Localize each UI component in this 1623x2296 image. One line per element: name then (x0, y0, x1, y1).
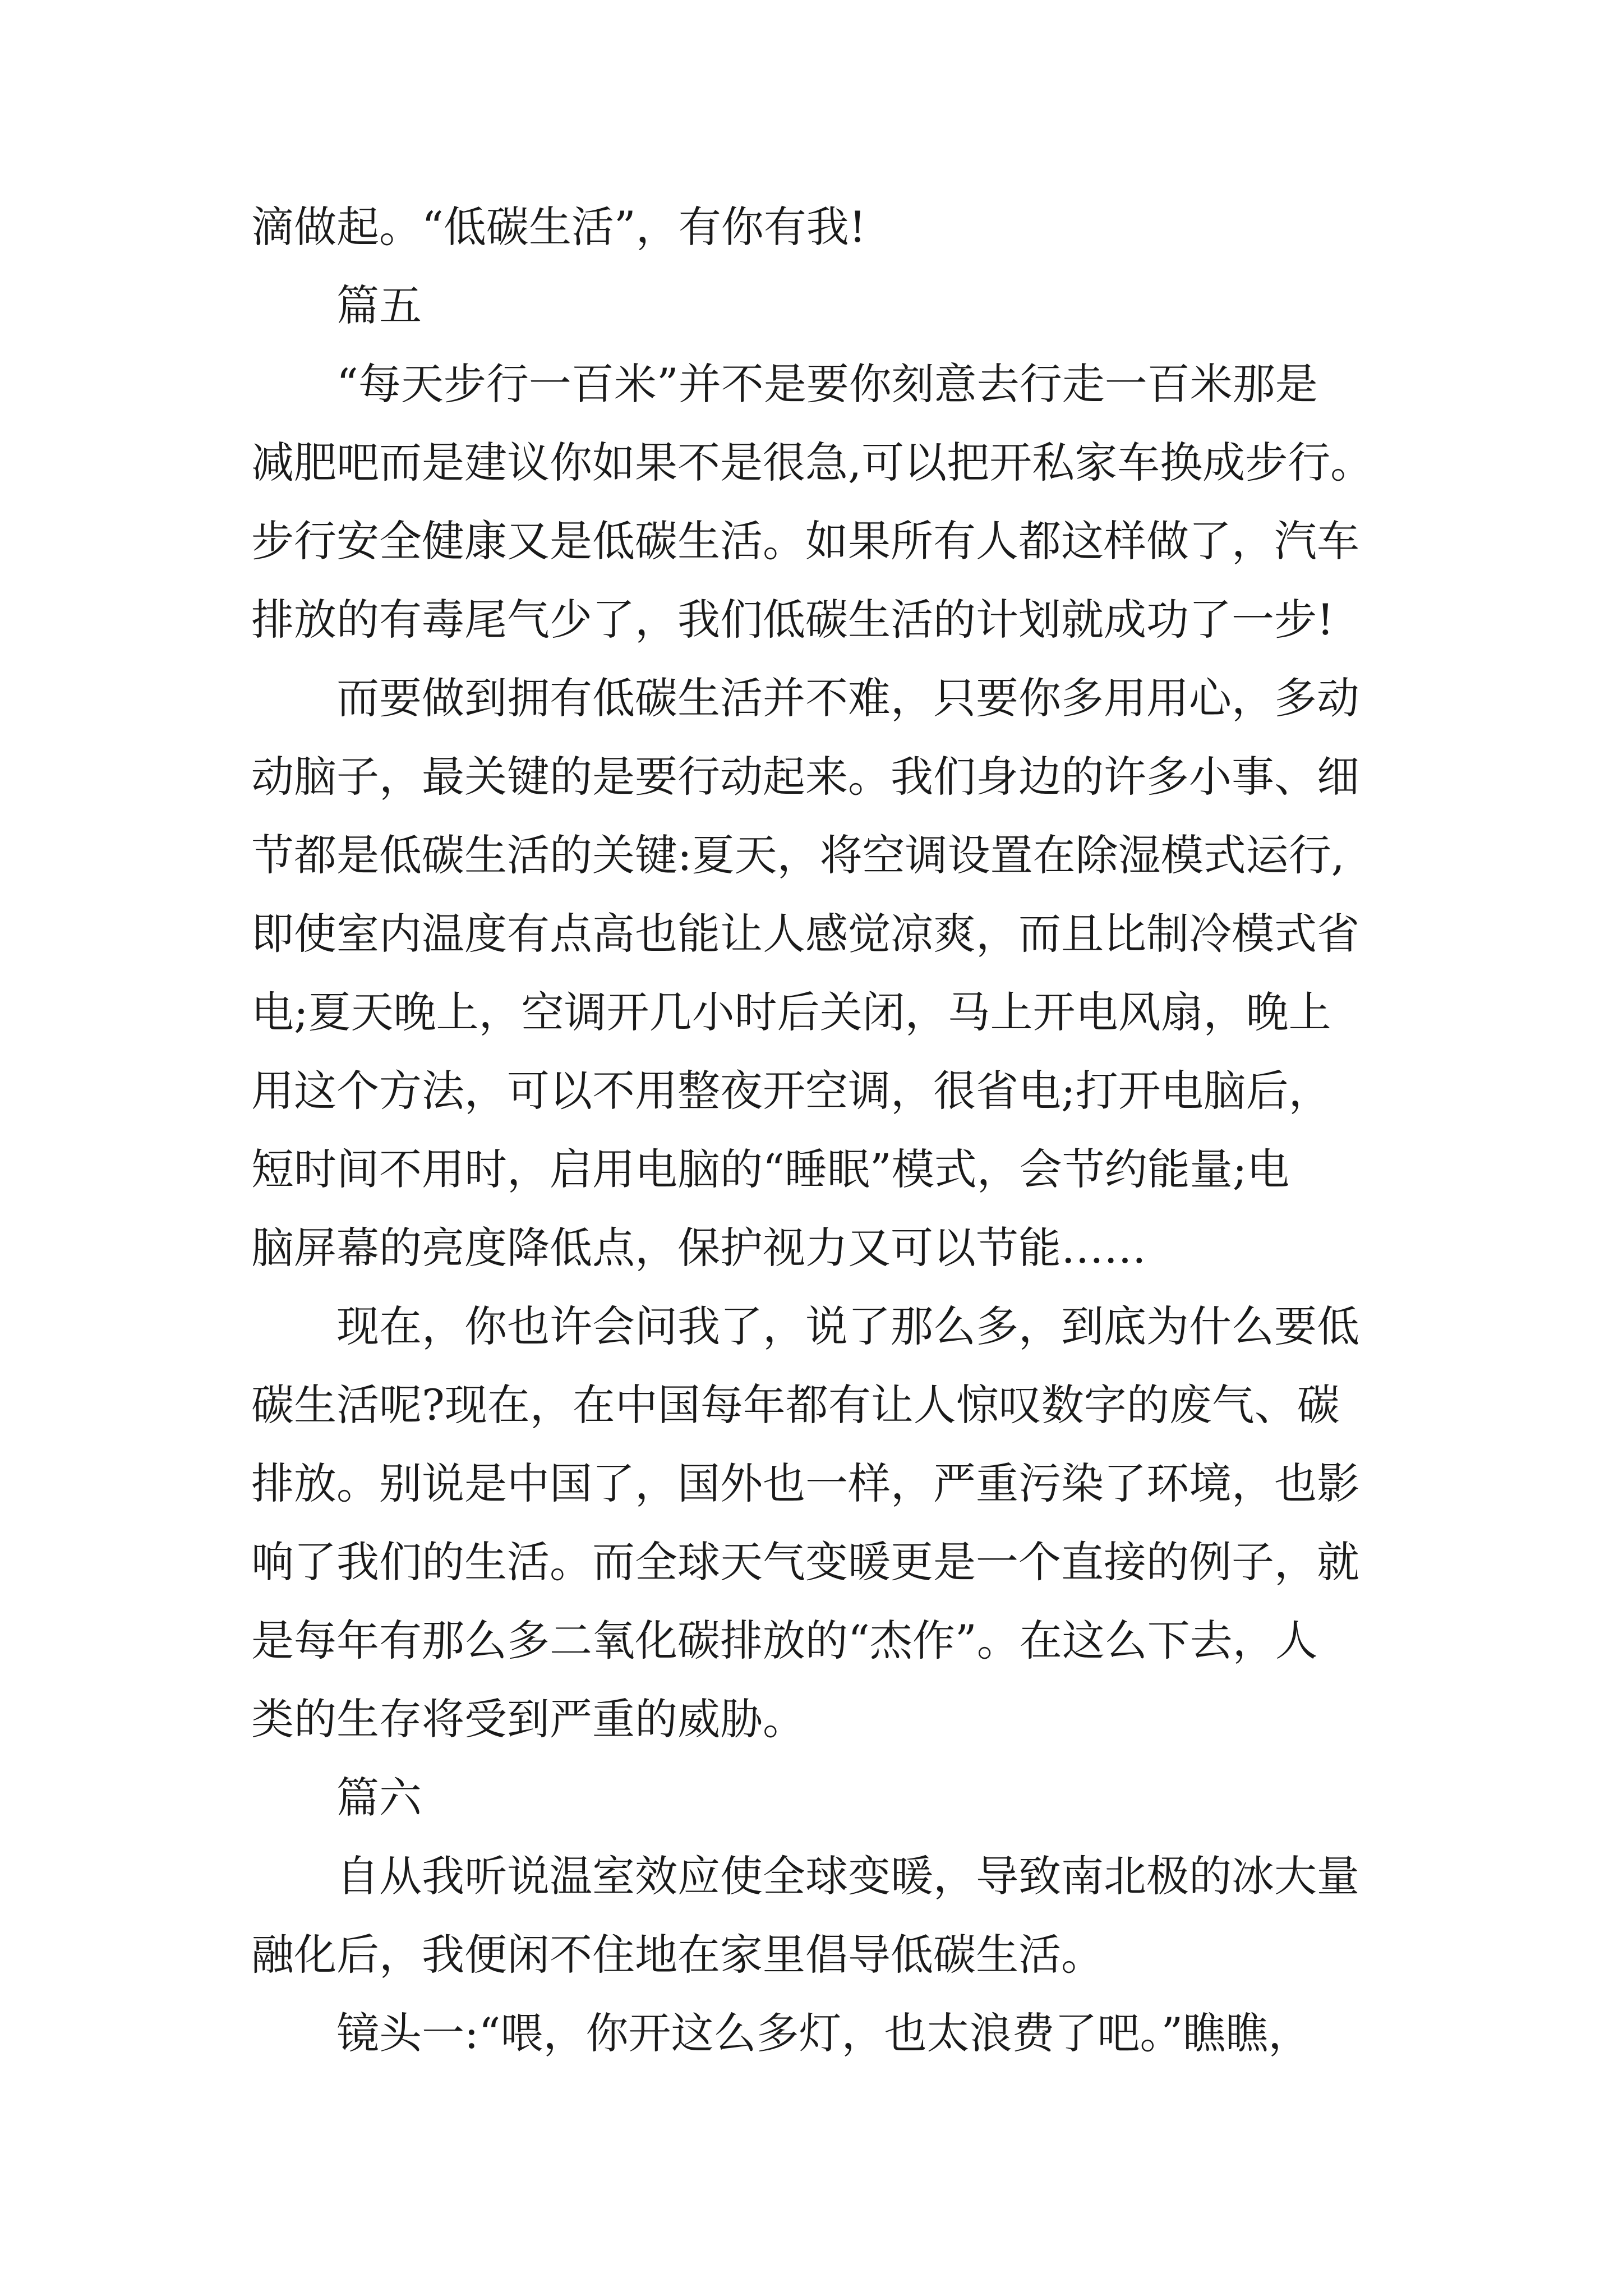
text-line: 类的生存将受到严重的威胁。 (251, 1694, 805, 1744)
text-line: 碳生活呢?现在，在中国每年都有让人惊叹数字的废气、碳 (251, 1380, 1340, 1430)
text-line: 排放。别说是中国了，国外也一样，严重污染了环境，也影 (251, 1458, 1359, 1508)
section-heading: 篇五 (336, 280, 422, 330)
text-line: “每天步行一百米”并不是要你刻意去行走一百米那是 (336, 359, 1318, 409)
text-line: 排放的有毒尾气少了，我们低碳生活的计划就成功了一步! (251, 595, 1334, 645)
text-line: 融化后，我便闲不住地在家里倡导低碳生活。 (251, 1930, 1104, 1980)
text-line: 用这个方法，可以不用整夜开空调，很省电;打开电脑后， (251, 1066, 1331, 1116)
text-line: 脑屏幕的亮度降低点，保护视力又可以节能…… (251, 1223, 1146, 1273)
text-line: 滴做起。“低碳生活”，有你有我! (251, 202, 866, 252)
text-line: 自从我听说温室效应使全球变暖，导致南北极的冰大量 (336, 1851, 1359, 1901)
text-line: 步行安全健康又是低碳生活。如果所有人都这样做了，汽车 (251, 516, 1359, 566)
text-line: 镜头一:“喂，你开这么多灯，也太浪费了吧。”瞧瞧， (336, 2008, 1311, 2058)
text-line: 短时间不用时，启用电脑的“睡眠”模式，会节约能量;电 (251, 1144, 1290, 1194)
text-line: 电;夏天晚上，空调开几小时后关闭，马上开电风扇，晚上 (251, 987, 1331, 1037)
text-line: 节都是低碳生活的关键:夏天，将空调设置在除湿模式运行, (251, 830, 1345, 880)
text-line: 是每年有那么多二氧化碳排放的“杰作”。在这么下去，人 (251, 1616, 1318, 1665)
text-line: 动脑子，最关键的是要行动起来。我们身边的许多小事、细 (251, 752, 1359, 802)
text-line: 即使室内温度有点高也能让人感觉凉爽，而且比制冷模式省 (251, 909, 1359, 959)
text-line: 减肥吧而是建议你如果不是很急,可以把开私家车换成步行。 (251, 438, 1373, 487)
text-line: 响了我们的生活。而全球天气变暖更是一个直接的例子，就 (251, 1537, 1359, 1587)
text-line: 而要做到拥有低碳生活并不难，只要你多用用心，多动 (336, 673, 1359, 723)
section-heading: 篇六 (336, 1773, 422, 1823)
text-line: 现在，你也许会问我了，说了那么多，到底为什么要低 (336, 1301, 1359, 1351)
